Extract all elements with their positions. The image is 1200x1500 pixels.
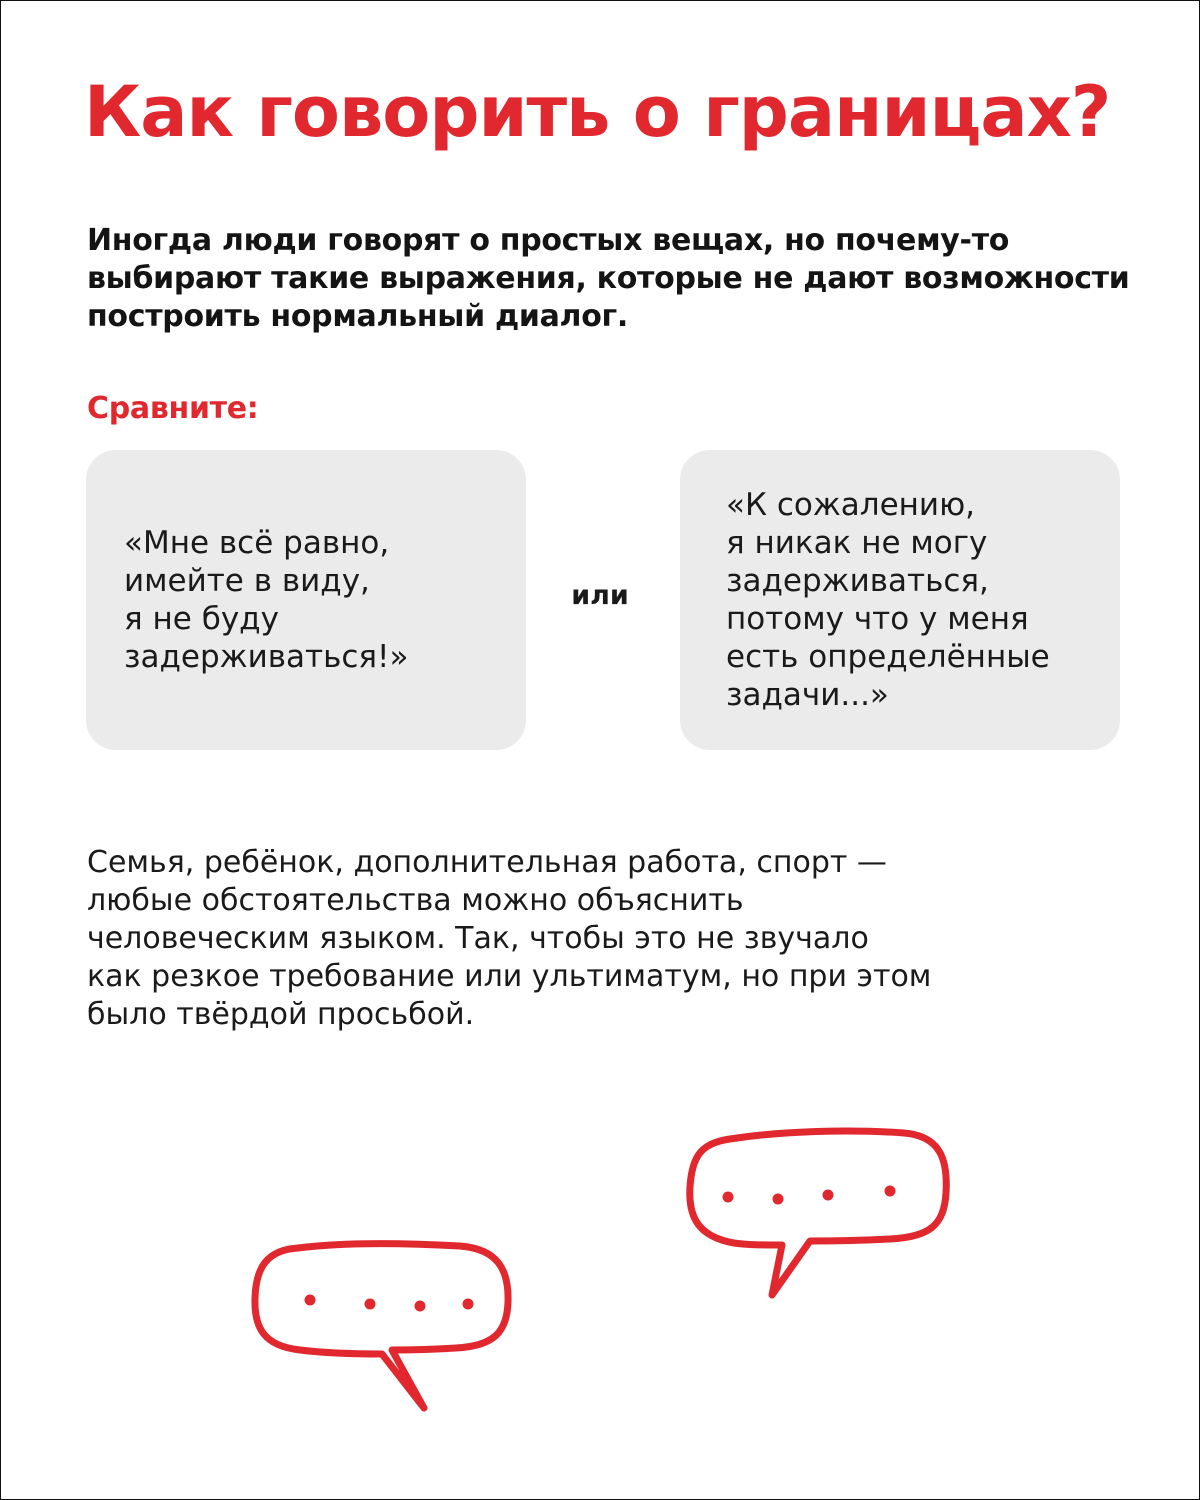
compare-label: Сравните: [87,391,259,426]
body-text: Семья, ребёнок, дополнительная работа, спорт — любые обстоятельства можно объяснить человеческим языком. Так, чтобы это не звучало как резкое требование или ультиматум, но при этом было твёрдой просьбой. [87,845,932,1032]
quote-text-right: «К сожалению, я никак не могу задерживаться, потому что у меня есть определённые задачи...» [726,487,1050,713]
dot [723,1192,734,1203]
speech-bubble-icon [246,1240,516,1420]
page-title: Как говорить о границах? [84,71,1111,153]
quote-card-left [86,450,526,750]
intro-text: Иногда люди говорят о простых вещах, но почему-то выбирают такие выражения, которые не дают возможности построить нормальный диалог. [87,223,1130,334]
dot [365,1299,376,1310]
dot [885,1186,896,1197]
dot [305,1295,316,1306]
dot [463,1299,474,1310]
dot [415,1301,426,1312]
quote-text-left: «Мне всё равно, имейте в виду, я не буду задерживаться!» [124,525,409,675]
quote-card-right [680,450,1120,750]
or-label: или [571,580,629,611]
dot [773,1194,784,1205]
dot [823,1190,834,1201]
speech-bubble-icon [682,1125,957,1300]
